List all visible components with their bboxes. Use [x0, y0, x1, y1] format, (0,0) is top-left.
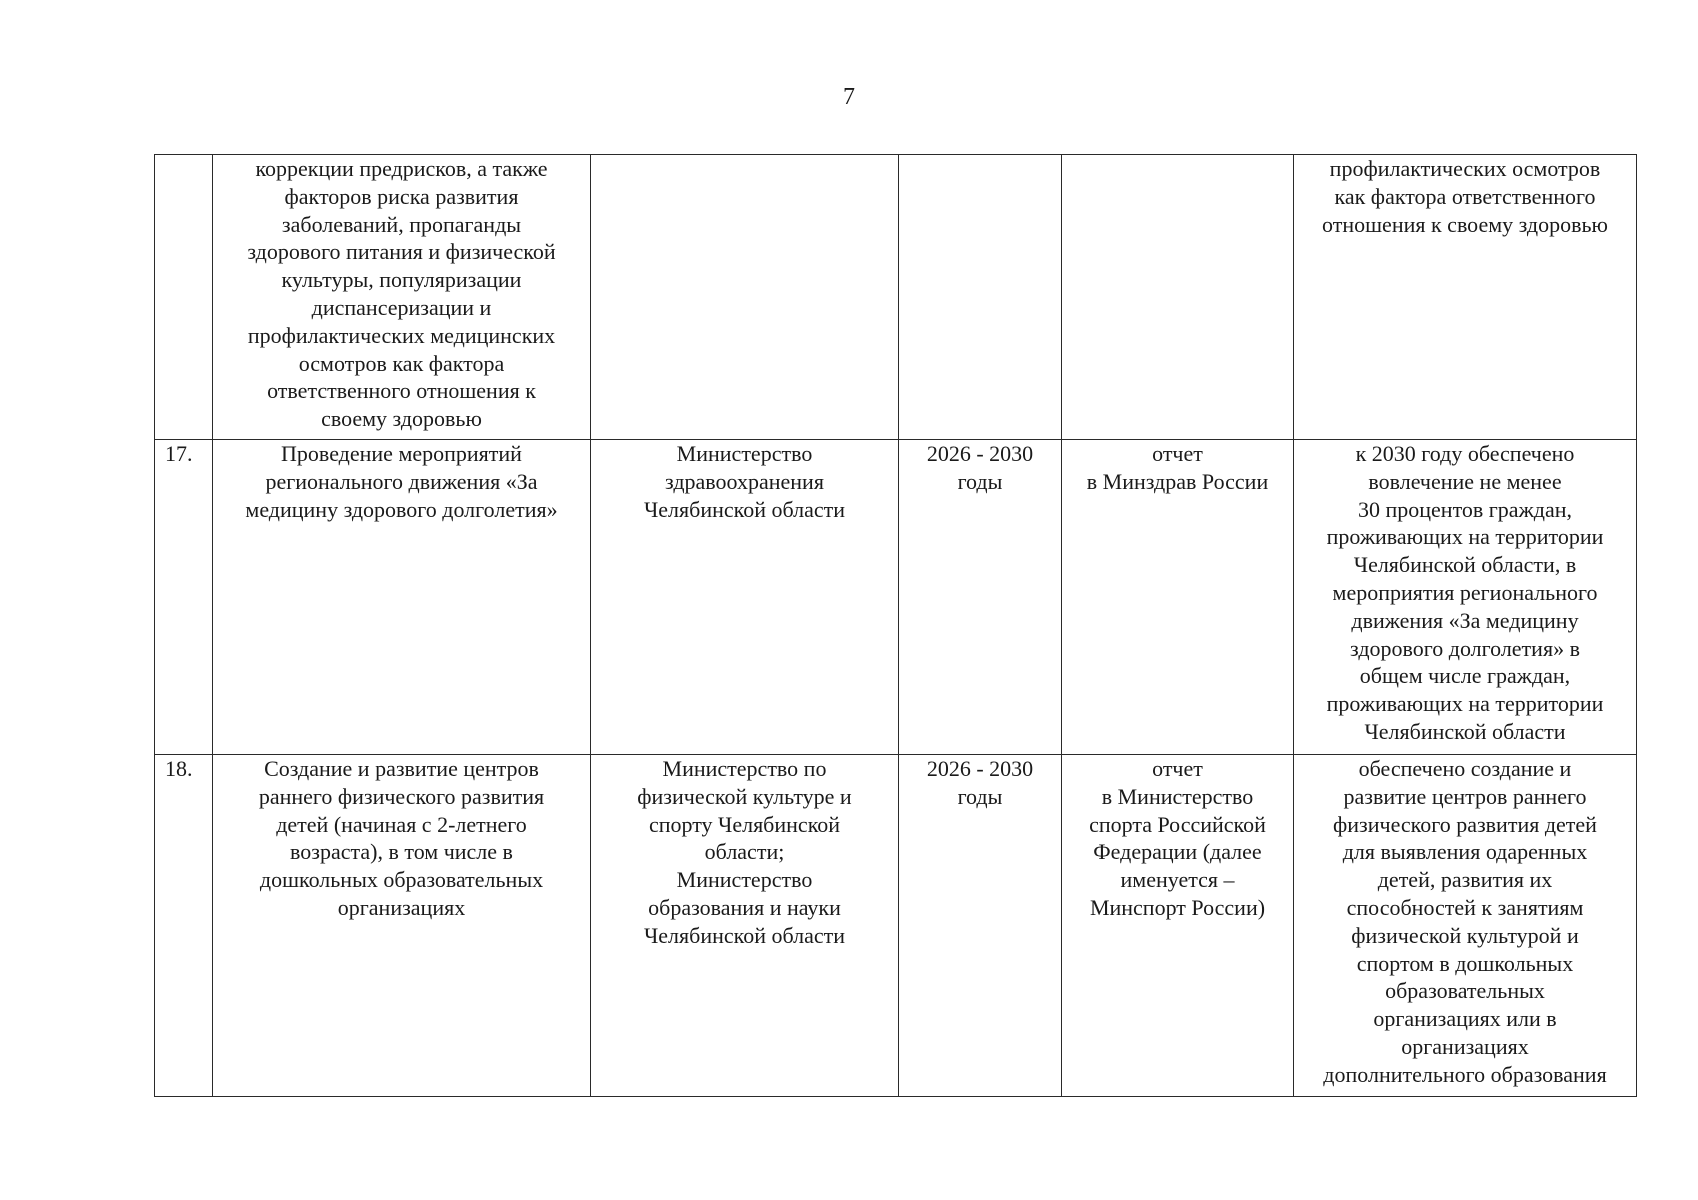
activity-text-line: профилактических медицинских: [247, 322, 556, 348]
document-cell: [1062, 755, 1294, 1097]
result-text-line: проживающих на территории: [1326, 524, 1604, 550]
document-text-line: в Минздрав России: [1086, 468, 1269, 494]
result-text-line: способностей к занятиям: [1346, 894, 1584, 920]
activity-cell: [213, 755, 591, 1097]
document-text-line: Минспорт России): [1089, 894, 1266, 920]
executor-text-line: физической культуре и: [637, 783, 852, 809]
period-text-line: 2026 - 2030: [926, 441, 1034, 466]
executor-text-line: спорту Челябинской: [648, 811, 841, 837]
executor-cell: [591, 440, 899, 755]
activity-text-line: дошкольных образовательных: [259, 867, 544, 893]
executor-cell: [591, 755, 899, 1097]
activity-text-line: своему здоровью: [321, 406, 482, 432]
result-text-line: развитие центров раннего: [1343, 783, 1587, 809]
activity-text-line: раннего физического развития: [258, 783, 545, 809]
activity-cell: [213, 155, 591, 440]
document-cell: [1062, 440, 1294, 755]
result-text-line: детей, развития их: [1377, 867, 1553, 893]
result-text-line: образовательных: [1385, 978, 1545, 1004]
document-text-line: именуется –: [1120, 867, 1235, 893]
result-text-line: здорового долголетия» в: [1350, 635, 1580, 661]
result-text-line: отношения к своему здоровью: [1322, 211, 1608, 237]
result-text-line: физического развития детей: [1333, 811, 1597, 837]
activity-text-line: коррекции предрисков, а также: [255, 156, 548, 181]
result-text-line: дополнительного образования: [1323, 1061, 1607, 1087]
executor-cell: [591, 155, 899, 440]
executor-text-line: образования и науки: [648, 894, 841, 920]
activity-text-line: ответственного отношения к: [267, 378, 536, 404]
document-text-line: отчет: [1152, 756, 1203, 781]
row-number-cell: [155, 155, 213, 440]
executor-text-line: Министерство по: [662, 756, 827, 781]
result-text-line: проживающих на территории: [1326, 691, 1604, 717]
document-text-line: спорта Российской: [1089, 811, 1266, 837]
activities-table: [154, 154, 1637, 1097]
result-text-line: 30 процентов граждан,: [1357, 496, 1573, 522]
activity-text-line: регионального движения «За: [265, 468, 538, 494]
activity-text-line: диспансеризации и: [311, 294, 492, 320]
result-text-line: Челябинской области, в: [1353, 552, 1577, 578]
result-cell: [1294, 440, 1637, 755]
page-number: 7: [843, 84, 855, 110]
result-text-line: Челябинской области: [1364, 718, 1566, 744]
result-cell: [1294, 155, 1637, 440]
executor-text-line: Челябинской области: [643, 496, 846, 522]
result-cell: [1294, 755, 1637, 1097]
executor-text-line: Челябинской области: [643, 922, 846, 948]
result-text-line: общем числе граждан,: [1359, 663, 1571, 689]
activity-text-line: возраста), в том числе в: [290, 839, 513, 865]
executor-text-line: Министерство: [676, 441, 813, 466]
result-text-line: как фактора ответственного: [1334, 183, 1596, 209]
result-text-line: организациях: [1401, 1033, 1529, 1059]
period-text-line: годы: [957, 468, 1003, 494]
row-number-cell: 17.: [155, 440, 213, 755]
activity-text-line: организациях: [337, 894, 466, 920]
period-cell: [899, 440, 1062, 755]
result-text-line: мероприятия регионального: [1332, 579, 1598, 605]
result-text-line: физической культурой и: [1351, 922, 1579, 948]
activity-text-line: Создание и развитие центров: [264, 756, 539, 781]
result-text-line: обеспечено создание и: [1358, 756, 1572, 781]
activity-text-line: культуры, популяризации: [281, 267, 522, 293]
executor-text-line: области;: [704, 839, 785, 865]
table-row: [155, 155, 1637, 440]
result-text-line: организациях или в: [1373, 1006, 1557, 1032]
executor-text-line: Министерство: [676, 867, 813, 893]
document-cell: [1062, 155, 1294, 440]
result-text-line: движения «За медицину: [1351, 607, 1579, 633]
document-text-line: Федерации (далее: [1093, 839, 1262, 865]
activity-text-line: Проведение мероприятий: [281, 441, 522, 466]
executor-text-line: здравоохранения: [665, 468, 824, 494]
result-text-line: вовлечение не менее: [1368, 468, 1562, 494]
table-row: [155, 755, 1637, 1097]
activity-text-line: заболеваний, пропаганды: [281, 211, 522, 237]
activity-text-line: медицину здорового долголетия»: [245, 496, 558, 522]
table-row: [155, 440, 1637, 755]
activity-text-line: факторов риска развития: [284, 183, 519, 209]
result-text-line: к 2030 году обеспечено: [1355, 441, 1575, 466]
result-text-line: спортом в дошкольных: [1356, 950, 1574, 976]
document-text-line: в Министерство: [1101, 783, 1254, 809]
activity-text-line: детей (начиная с 2-летнего: [276, 811, 527, 837]
row-number-cell: 18.: [155, 755, 213, 1097]
period-text-line: годы: [957, 783, 1003, 809]
period-cell: [899, 155, 1062, 440]
period-cell: [899, 755, 1062, 1097]
activity-text-line: осмотров как фактора: [298, 350, 505, 376]
result-text-line: профилактических осмотров: [1329, 156, 1601, 181]
document-text-line: отчет: [1152, 441, 1203, 466]
activity-cell: [213, 440, 591, 755]
activity-text-line: здорового питания и физической: [247, 239, 556, 265]
result-text-line: для выявления одаренных: [1342, 839, 1588, 865]
period-text-line: 2026 - 2030: [926, 756, 1034, 781]
